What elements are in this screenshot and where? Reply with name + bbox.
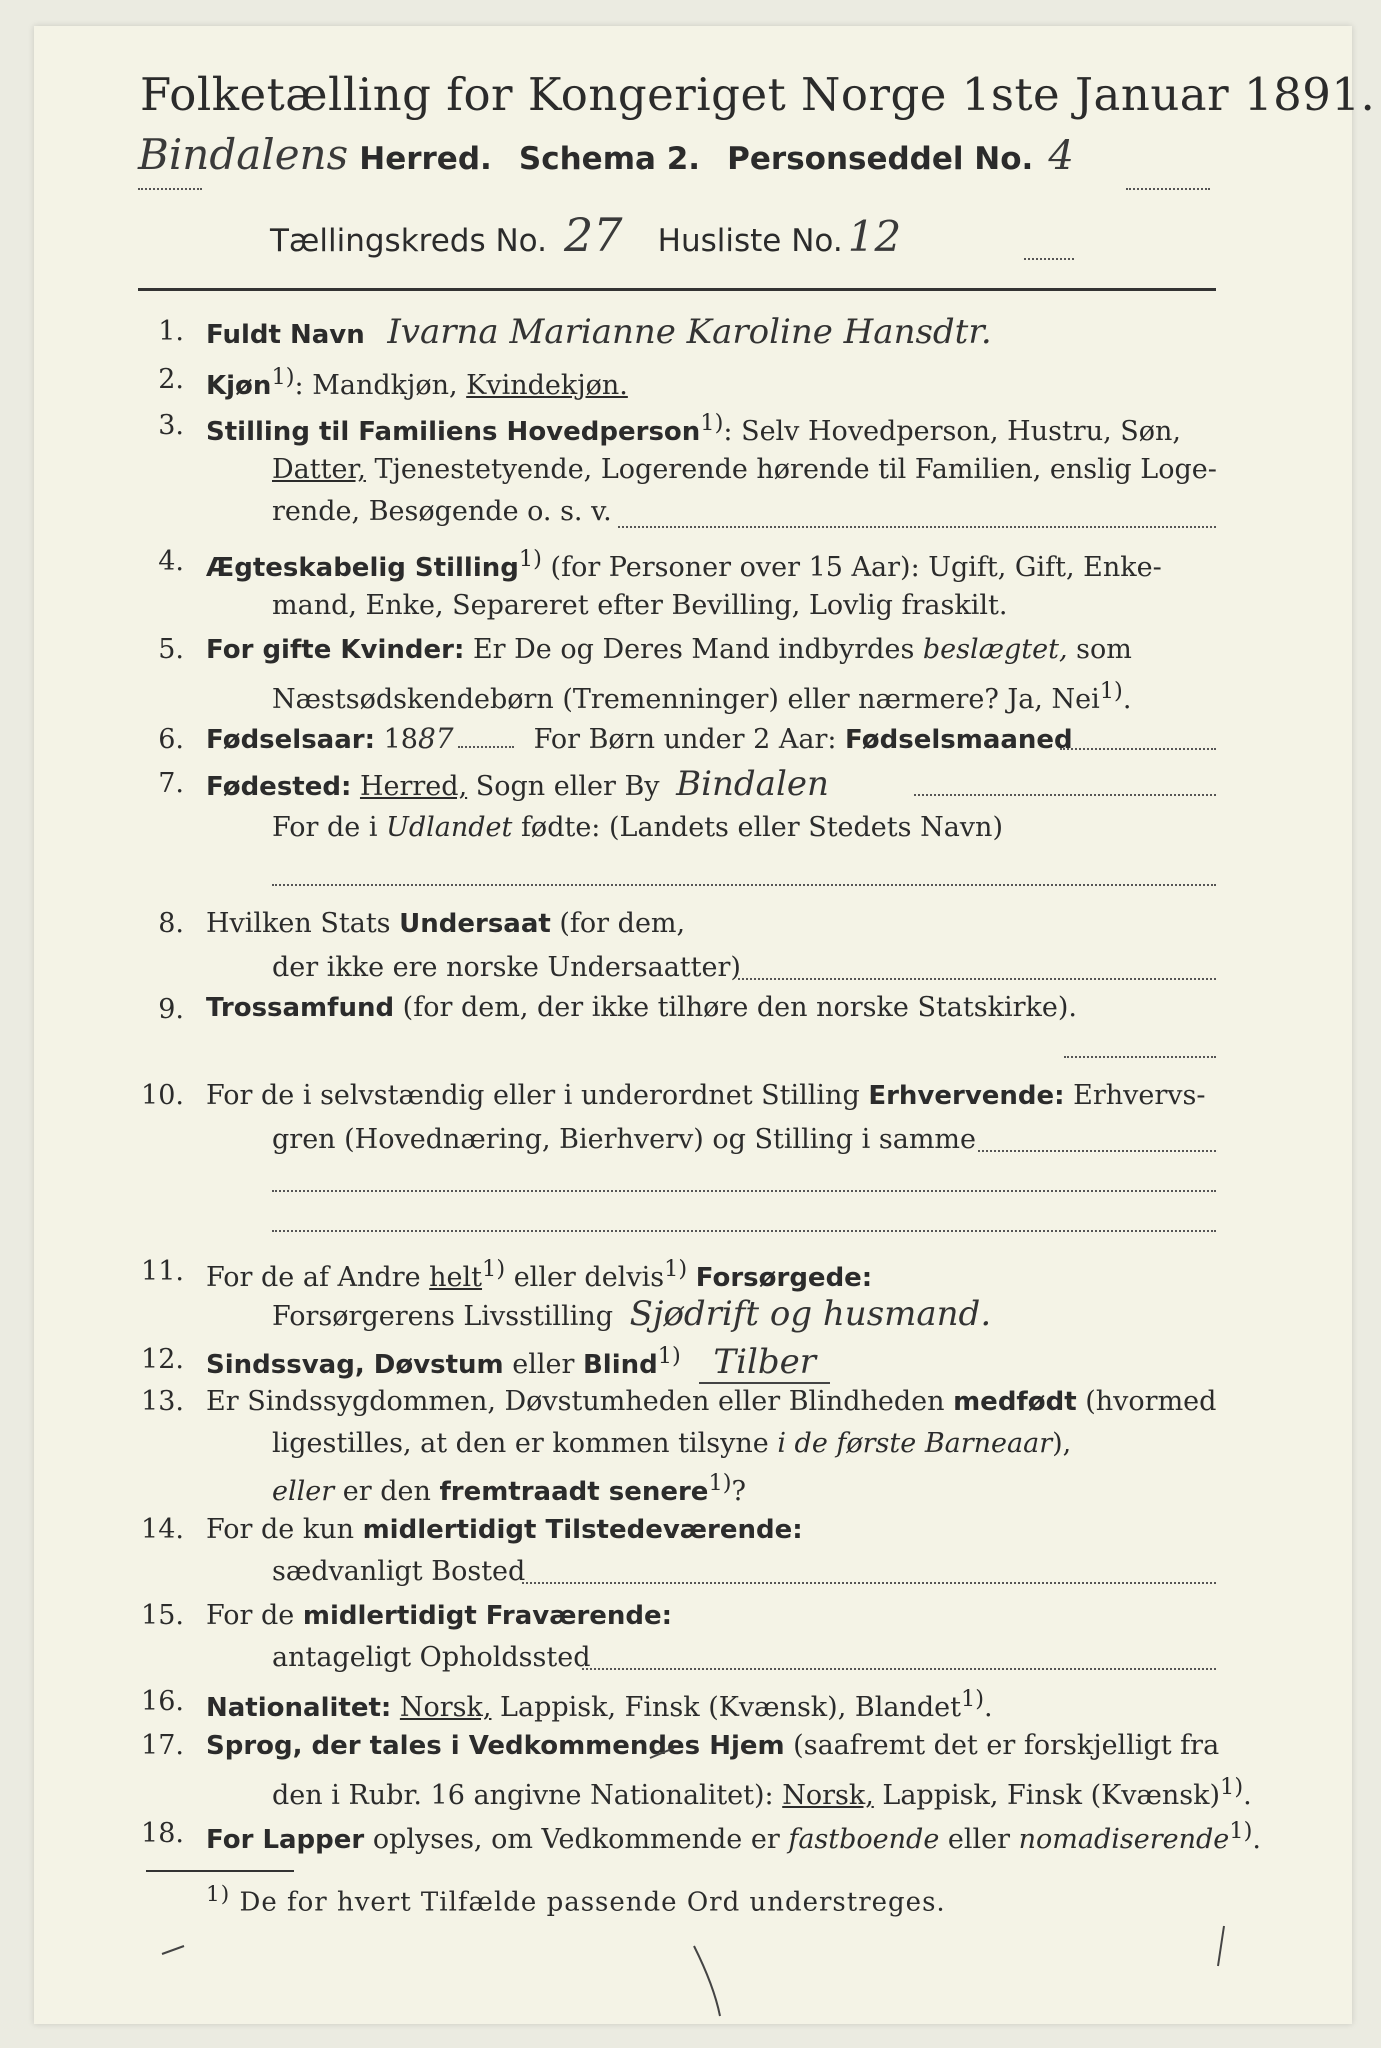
field-2-number: 2. <box>158 364 184 395</box>
field-3-label: Stilling til Familiens Hovedperson <box>206 417 701 447</box>
field-10-line2: gren (Hovednæring, Bierhverv) og Stilling i samme <box>272 1124 977 1155</box>
field-9-label: Trossamfund <box>206 993 395 1023</box>
field-5-text1: Er De og Deres Mand indbyrdes <box>464 634 923 665</box>
field-7-text2a: For de i <box>272 812 387 843</box>
field-8-text1a: Hvilken Stats <box>206 908 400 939</box>
field-13-label: medfødt <box>953 1387 1077 1417</box>
field-15-label: midlertidigt Fraværende: <box>302 1601 673 1631</box>
field-7-label: Fødested: <box>206 772 352 802</box>
field-12-value: Tilber <box>699 1342 830 1384</box>
field-6-number: 6. <box>158 724 184 755</box>
field-16-label: Nationalitet: <box>206 1693 392 1723</box>
field-18-text1: oplyses, om Vedkommende er <box>364 1824 789 1855</box>
field-18-italic: fastboende <box>788 1824 940 1855</box>
field-3-text1: : Selv Hovedperson, Hustru, Søn, <box>723 416 1181 447</box>
field-3-sup: 1) <box>700 410 724 436</box>
field-8-text1b: (for dem, <box>550 908 686 939</box>
field-4-text1: (for Personer over 15 Aar): Ugift, Gift, Enke- <box>541 552 1162 583</box>
field-12-label2: Blind <box>582 1350 658 1380</box>
field-14-label: midlertidigt Tilstedeværende: <box>362 1515 803 1545</box>
kreds-label: Tællingskreds No. <box>270 223 547 259</box>
field-17-label: Sprog, der tales i Vedkommendes Hjem <box>206 1731 785 1761</box>
field-6-label: Fødselsaar: <box>206 725 375 755</box>
field-16-underlined: Norsk, <box>399 1692 492 1723</box>
field-6-prefix: 18 <box>375 724 418 755</box>
field-11-sup: 1) <box>482 1256 506 1282</box>
field-18-italic2: nomadiserende <box>1018 1824 1230 1855</box>
schema-label: Schema 2. <box>518 141 701 177</box>
field-7-value: Bindalen <box>676 764 829 804</box>
field-10-text1b: Erhvervs- <box>1064 1080 1206 1111</box>
field-3-text2: Tjenestetyende, Logerende hørende til Familien, enslig Loge- <box>365 454 1217 485</box>
field-12-text: eller <box>503 1349 583 1380</box>
field-14-text: For de kun <box>206 1514 363 1545</box>
field-18-sup: 1) <box>1229 1818 1253 1844</box>
field-5-number: 5. <box>158 634 184 665</box>
field-13-text1b: (hvormed <box>1076 1386 1217 1417</box>
field-18-text2: eller <box>939 1824 1019 1855</box>
pen-mark-4 <box>650 1748 674 1758</box>
pen-mark-1 <box>162 1946 184 1954</box>
herred-label: Herred. <box>359 141 492 177</box>
footnote-text: De for hvert Tilfælde passende Ord understreges. <box>230 1887 946 1918</box>
field-17-text2b: Lappisk, Finsk (Kvænsk) <box>873 1780 1221 1811</box>
field-1-label: Fuldt Navn <box>206 320 365 350</box>
field-13-italic2: eller <box>272 1476 335 1507</box>
field-16-number: 16. <box>141 1686 184 1717</box>
field-7-text1b: Sogn eller By <box>467 771 660 802</box>
husliste-value: 12 <box>847 212 902 261</box>
field-5-sup: 1) <box>1099 678 1123 704</box>
field-13-number: 13. <box>141 1386 184 1417</box>
field-16-sup: 1) <box>960 1686 985 1712</box>
field-12-sup: 1) <box>657 1343 681 1369</box>
field-5-text2b: . <box>1122 684 1132 715</box>
field-11-label: Forsørgede: <box>695 1263 873 1293</box>
form-title: Folketælling for Kongeriget Norge 1ste Januar 1891. <box>140 68 1376 121</box>
field-14-number: 14. <box>141 1514 184 1545</box>
personseddel-value: 4 <box>1048 133 1074 179</box>
field-2-label: Kjøn <box>206 371 272 401</box>
census-form <box>34 26 1376 2024</box>
field-3-line3: rende, Besøgende o. s. v. <box>272 496 612 527</box>
field-11-text1a: For de af Andre <box>206 1262 430 1293</box>
field-2-underlined: Kvindekjøn. <box>466 370 628 401</box>
field-5-italic: beslægtet, <box>922 634 1068 665</box>
field-11-underlined: helt <box>429 1262 483 1293</box>
field-16-text2: Lappisk, Finsk (Kvænsk), Blandet <box>491 1692 961 1723</box>
field-7-number: 7. <box>158 768 184 799</box>
herred-value: Bindalens <box>138 130 349 179</box>
field-2-text: : Mandkjøn, <box>294 370 467 401</box>
footnote-sup: 1) <box>206 1882 231 1907</box>
field-8-number: 8. <box>158 908 184 939</box>
field-13-label2: fremtraadt senere <box>439 1477 709 1507</box>
field-4-line2: mand, Enke, Separeret efter Bevilling, Lovlig fraskilt. <box>272 590 1008 621</box>
field-5-label: For gifte Kvinder: <box>206 635 465 665</box>
field-6-value: 87 <box>417 722 454 755</box>
personseddel-label: Personseddel No. <box>727 141 1034 177</box>
field-13-text3a: er den <box>334 1476 440 1507</box>
field-12-number: 12. <box>141 1344 184 1375</box>
kreds-value: 27 <box>564 208 623 262</box>
field-17-text2a: den i Rubr. 16 angivne Nationalitet): <box>272 1780 783 1811</box>
field-17-text2c: . <box>1243 1780 1252 1811</box>
field-7-text2b: fødte: (Landets eller Stedets Navn) <box>512 812 1003 843</box>
field-3-number: 3. <box>158 410 184 441</box>
field-1-number: 1. <box>158 316 184 347</box>
field-11-text1b: eller delvis <box>505 1262 665 1293</box>
field-10-number: 10. <box>141 1080 184 1111</box>
field-3-underlined: Datter, <box>272 454 366 485</box>
field-9-number: 9. <box>158 994 184 1025</box>
husliste-label: Husliste No. <box>657 223 843 259</box>
field-13-sup: 1) <box>708 1470 732 1496</box>
field-7-italic: Udlandet <box>386 812 513 843</box>
field-14-line2: sædvanligt Bosted <box>272 1556 526 1587</box>
field-7-underlined: Herred, <box>359 771 468 802</box>
field-18-number: 18. <box>141 1818 184 1849</box>
field-13-text3b: ? <box>731 1476 747 1507</box>
field-16-text3: . <box>984 1692 993 1723</box>
field-11-number: 11. <box>141 1256 184 1287</box>
field-1-value: Ivarna Marianne Karoline Hansdtr. <box>387 312 992 352</box>
field-11-sup-2: 1) <box>664 1256 688 1282</box>
field-2-sup: 1) <box>271 364 295 390</box>
field-8-label: Undersaat <box>399 909 551 939</box>
field-18-label: For Lapper <box>206 1825 365 1855</box>
field-6-text: For Børn under 2 Aar: <box>533 724 846 755</box>
field-4-sup: 1) <box>518 546 542 572</box>
field-12-label: Sindssvag, Døvstum <box>206 1350 504 1380</box>
field-10-label: Erhvervende: <box>868 1081 1065 1111</box>
field-8-line2: der ikke ere norske Undersaatter) <box>272 952 741 983</box>
field-17-underlined: Norsk, <box>782 1780 874 1811</box>
field-13-italic: i de første Barneaar <box>777 1428 1053 1459</box>
field-11-value: Sjødrift og husmand. <box>629 1294 992 1334</box>
field-5-text1b: som <box>1067 634 1132 665</box>
field-15-line2: antageligt Opholdssted <box>272 1642 591 1673</box>
field-17-sup: 1) <box>1220 1774 1244 1800</box>
field-17-text1: (saafremt det er forskjelligt fra <box>784 1730 1220 1761</box>
field-6-label2: Fødselsmaaned <box>845 725 1073 755</box>
field-18-text3: . <box>1252 1824 1261 1855</box>
field-4-label: Ægteskabelig Stilling <box>206 553 519 583</box>
field-10-text1: For de i selvstændig eller i underordnet Stilling <box>206 1080 869 1111</box>
field-5-text2: Næstsødskendebørn (Tremenninger) eller nærmere? Ja, Nei <box>272 684 1100 715</box>
field-4-number: 4. <box>158 546 184 577</box>
field-13-text1: Er Sindssygdommen, Døvstumheden eller Blindheden <box>206 1386 954 1417</box>
field-17-number: 17. <box>141 1730 184 1761</box>
pen-mark-3 <box>1218 1926 1224 1966</box>
field-9-text: (for dem, der ikke tilhøre den norske Statskirke). <box>394 992 1077 1023</box>
field-13-text2b: ), <box>1052 1428 1072 1459</box>
pen-marks <box>34 26 1352 2024</box>
field-15-number: 15. <box>141 1600 184 1631</box>
pen-mark-2 <box>694 1946 720 2016</box>
field-13-text2a: ligestilles, at den er kommen tilsyne <box>272 1428 778 1459</box>
field-11-text2: Forsørgerens Livsstilling <box>272 1301 614 1332</box>
field-15-text: For de <box>206 1600 303 1631</box>
